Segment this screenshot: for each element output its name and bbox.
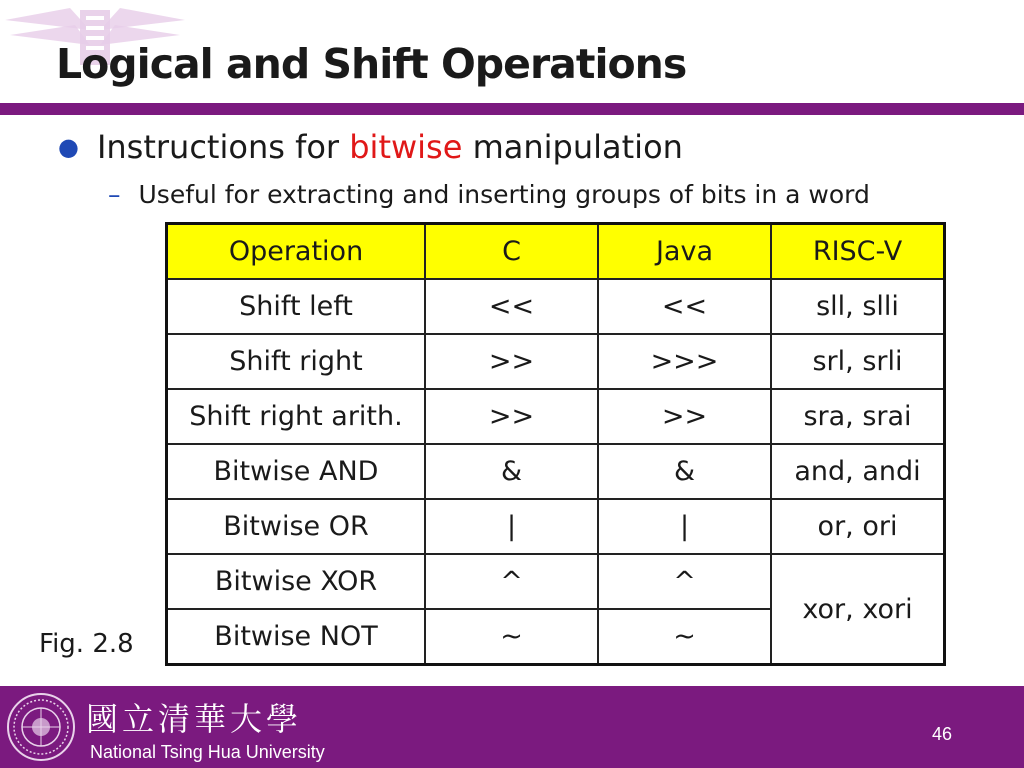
table-row xyxy=(167,389,945,444)
cell-c: ^ xyxy=(425,554,598,609)
cell-operation: Bitwise OR xyxy=(167,499,426,554)
cell-c: >> xyxy=(425,334,598,389)
table-row xyxy=(167,444,945,499)
bullet-1-highlight: bitwise xyxy=(349,128,463,166)
bullet-2-text: Useful for extracting and inserting groups of bits in a word xyxy=(138,180,870,209)
cell-riscv: or, ori xyxy=(771,499,945,554)
bullet-1-text-before: Instructions for xyxy=(96,128,350,166)
cell-riscv: srl, srli xyxy=(771,334,945,389)
table-header-row xyxy=(167,224,945,280)
table-row xyxy=(167,334,945,389)
university-name-chinese: 國立清華大學 xyxy=(86,700,303,738)
cell-java: >> xyxy=(598,389,771,444)
bullet-dot-icon: ● xyxy=(58,133,79,161)
cell-operation: Shift left xyxy=(167,279,426,334)
cell-c: ~ xyxy=(425,609,598,665)
cell-operation: Shift right xyxy=(167,334,426,389)
header-riscv: RISC-V xyxy=(771,224,945,280)
table-row xyxy=(167,554,945,609)
bullet-level-1 xyxy=(58,128,683,166)
figure-label: Fig. 2.8 xyxy=(39,629,134,659)
cell-operation: Bitwise NOT xyxy=(167,609,426,665)
cell-java: ~ xyxy=(598,609,771,665)
cell-operation: Bitwise XOR xyxy=(167,554,426,609)
bullet-dash-icon: – xyxy=(108,180,121,209)
university-seal-icon xyxy=(6,692,76,762)
bullet-level-2 xyxy=(108,180,870,209)
cell-c: >> xyxy=(425,389,598,444)
cell-c: & xyxy=(425,444,598,499)
cell-operation: Shift right arith. xyxy=(167,389,426,444)
title-divider-bar xyxy=(0,103,1024,115)
operations-table xyxy=(165,222,946,666)
header-c: C xyxy=(425,224,598,280)
header-operation: Operation xyxy=(167,224,426,280)
page-number: 46 xyxy=(932,724,953,744)
cell-riscv: sll, slli xyxy=(771,279,945,334)
cell-java: & xyxy=(598,444,771,499)
bullet-1-text-after: manipulation xyxy=(462,128,683,166)
footer-bar xyxy=(0,686,1024,768)
slide-title: Logical and Shift Operations xyxy=(56,40,687,88)
cell-c: << xyxy=(425,279,598,334)
cell-java: << xyxy=(598,279,771,334)
table-row xyxy=(167,279,945,334)
cell-operation: Bitwise AND xyxy=(167,444,426,499)
table-row xyxy=(167,499,945,554)
cell-riscv: sra, srai xyxy=(771,389,945,444)
cell-java: ^ xyxy=(598,554,771,609)
cell-riscv-merged: xor, xori xyxy=(771,554,945,665)
cell-java: >>> xyxy=(598,334,771,389)
cell-java: | xyxy=(598,499,771,554)
cell-c: | xyxy=(425,499,598,554)
university-name-english: National Tsing Hua University xyxy=(90,742,325,762)
cell-riscv: and, andi xyxy=(771,444,945,499)
header-java: Java xyxy=(598,224,771,280)
